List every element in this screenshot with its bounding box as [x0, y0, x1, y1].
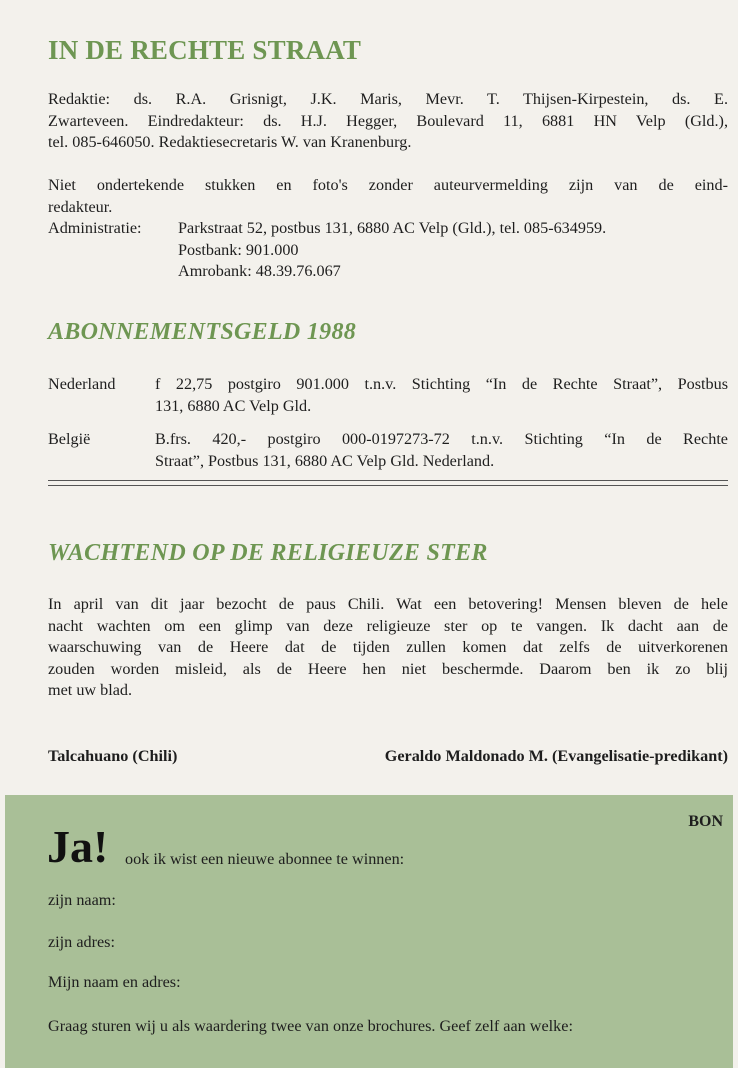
- divider: [48, 485, 728, 486]
- text-line: waarschuwing van de Heere dat de tijden zullen komen dat zelfs de uitverkorenen: [48, 638, 728, 657]
- divider: [48, 480, 728, 481]
- letter-signature: [48, 746, 728, 768]
- subscription-title: ABONNEMENTSGELD 1988: [48, 319, 357, 345]
- text-line: zouden worden misleid, als de Heere hen niet beschermde. Daarom ben ik zo blij: [48, 659, 728, 678]
- text-line: Niet ondertekende stukken en foto's zonder auteurvermelding zijn van de eind-: [48, 176, 728, 194]
- text-line: redakteur.: [48, 197, 113, 216]
- text-line: Redaktie: ds. R.A. Grisnigt, J.K. Maris, Mevr. T. Thijsen-Kirpestein, ds. E.: [48, 90, 728, 108]
- subscription-coupon: [5, 795, 733, 1068]
- redaktie-paragraph: [48, 89, 728, 154]
- coupon-intro: ook ik wist een nieuwe abonnee te winnen:: [125, 850, 405, 868]
- coupon-ja: Ja!: [47, 821, 109, 872]
- text-line: Postbank: 901.000: [178, 240, 299, 259]
- text-line: Amrobank: 48.39.76.067: [178, 262, 341, 281]
- letter-body: [48, 594, 728, 702]
- subscription-entry-belgie: [48, 429, 728, 472]
- administratie-block: [48, 218, 728, 283]
- notice-paragraph: [48, 175, 728, 283]
- text-line: In april van dit jaar bezocht de paus Chili. Wat een betovering! Mensen bleven de hele: [48, 595, 728, 613]
- colophon-title: IN DE RECHTE STRAAT: [48, 35, 362, 65]
- letter-title: WACHTEND OP DE RELIGIEUZE STER: [48, 540, 488, 566]
- coupon-badge: BON: [688, 813, 723, 830]
- field-label-name[interactable]: zijn naam:: [48, 891, 116, 909]
- letter-author: Geraldo Maldonado M. (Evangelisatie-predikant): [384, 747, 728, 765]
- text-line: Parkstraat 52, postbus 131, 6880 AC Velp (Gld.), tel. 085-634959.: [178, 219, 607, 238]
- administratie-label: Administratie:: [48, 219, 142, 238]
- text-line: Zwarteveen. Eindredakteur: ds. H.J. Hegger, Boulevard 11, 6881 HN Velp (Gld.),: [48, 111, 728, 130]
- subscription-entry-nederland: [48, 374, 728, 417]
- text-line: met uw blad.: [48, 681, 133, 700]
- coupon-closing: Graag sturen wij u als waardering twee van onze brochures. Geef zelf aan welke:: [48, 1017, 573, 1035]
- text-line: tel. 085-646050. Redaktiesecretaris W. van Kranenburg.: [48, 133, 412, 152]
- field-label-own[interactable]: Mijn naam en adres:: [48, 973, 181, 991]
- text-line: 131, 6880 AC Velp Gld.: [155, 396, 312, 415]
- text-line: Straat”, Postbus 131, 6880 AC Velp Gld. Nederland.: [155, 451, 495, 470]
- field-label-address[interactable]: zijn adres:: [48, 933, 115, 951]
- country-label: België: [48, 430, 91, 448]
- letter-place: Talcahuano (Chili): [48, 747, 178, 765]
- text-line: f 22,75 postgiro 901.000 t.n.v. Stichting “In de Rechte Straat”, Postbus: [155, 375, 728, 393]
- text-line: nacht wachten om een glimp van deze religieuze ster op te vangen. Ik dacht aan de: [48, 616, 728, 635]
- text-line: B.frs. 420,- postgiro 000-0197273-72 t.n.v. Stichting “In de Rechte: [155, 430, 728, 448]
- country-label: Nederland: [48, 375, 116, 393]
